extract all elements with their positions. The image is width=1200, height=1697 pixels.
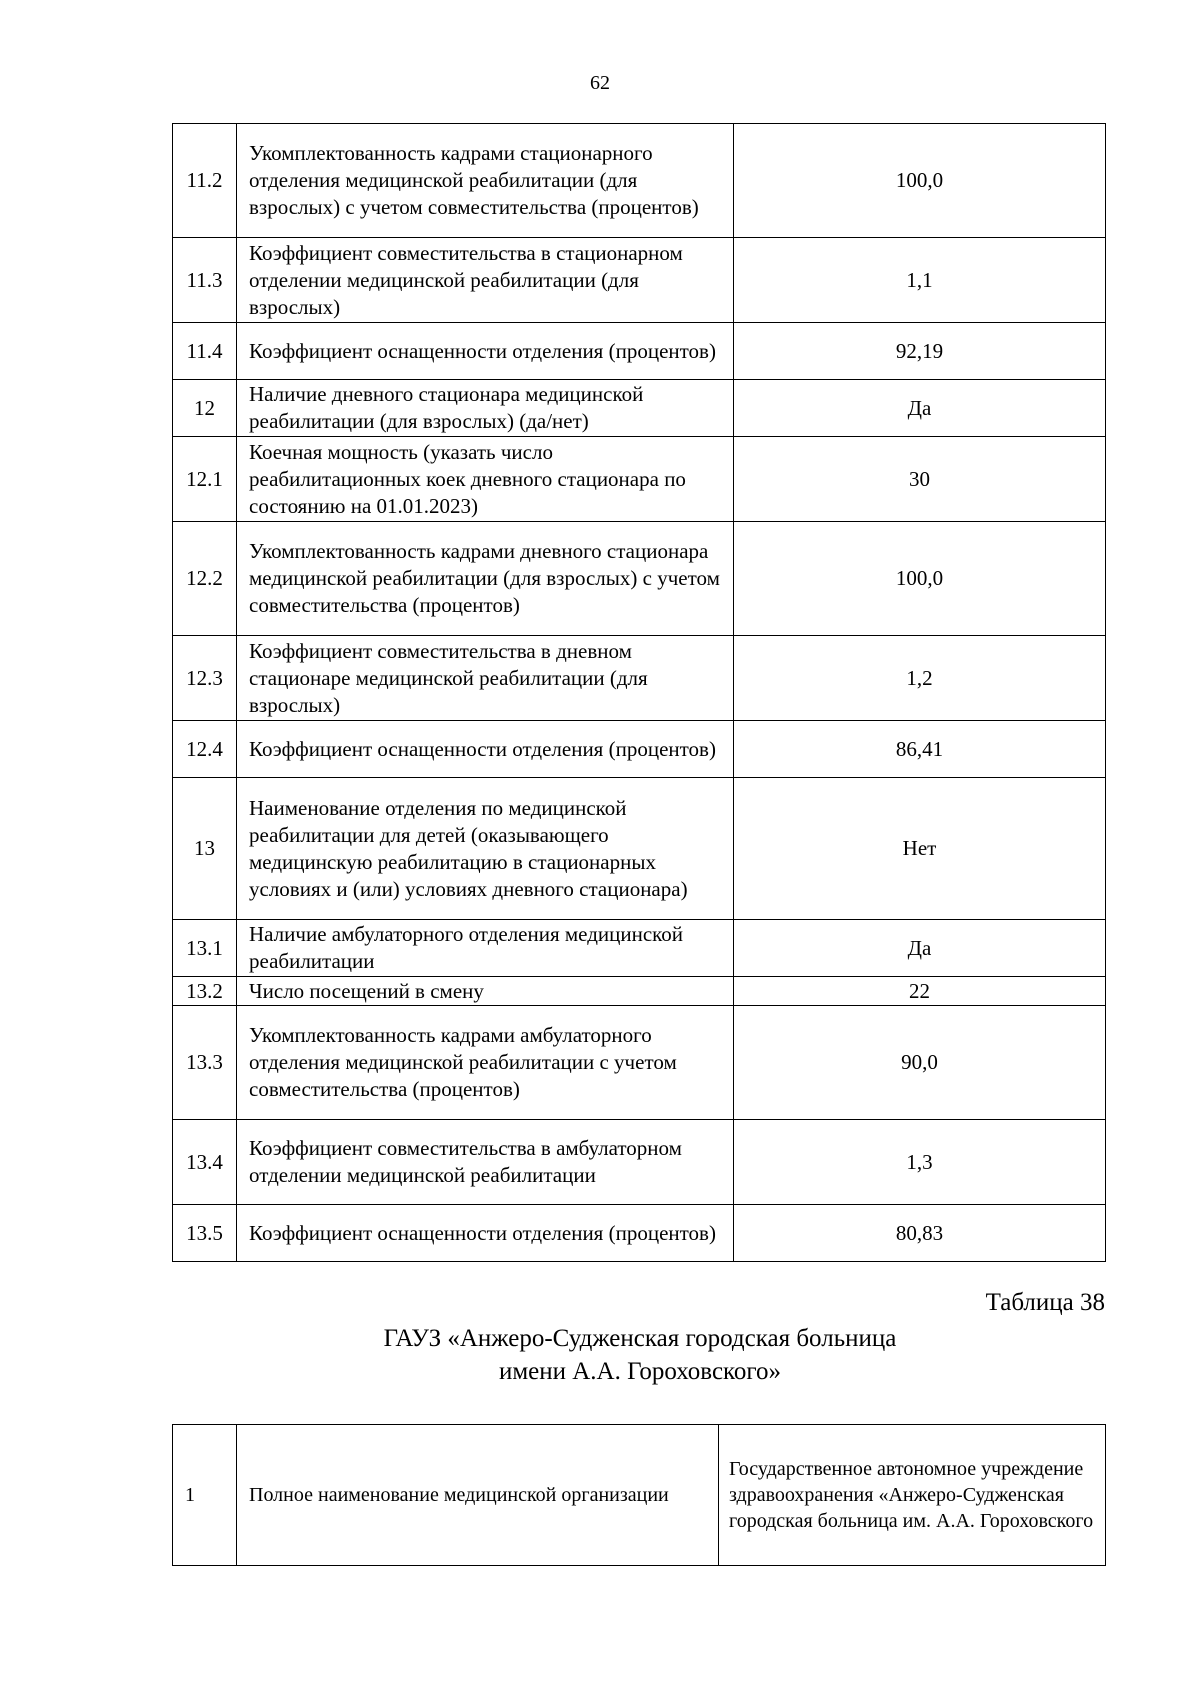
row-number: 11.4 xyxy=(173,323,237,380)
table-row xyxy=(173,920,1106,977)
row-value: Нет xyxy=(734,778,1106,920)
table-row xyxy=(173,1205,1106,1262)
row-value: Да xyxy=(734,920,1106,977)
row-value: Да xyxy=(734,380,1106,437)
row-indicator: Укомплектованность кадрами дневного стационара медицинской реабилитации (для взрослых) с учетом совместительства (процентов) xyxy=(237,522,734,636)
row-number: 13.1 xyxy=(173,920,237,977)
row-number: 13.4 xyxy=(173,1120,237,1205)
table-title-line: ГАУЗ «Анжеро-Судженская городская больница xyxy=(383,1325,897,1352)
row-value: 86,41 xyxy=(734,721,1106,778)
table-row xyxy=(173,437,1106,522)
table-row xyxy=(173,1006,1106,1120)
row-number: 12.4 xyxy=(173,721,237,778)
table-row xyxy=(173,124,1106,238)
table-caption: Таблица 38 xyxy=(985,1289,1105,1316)
rehabilitation-indicators-table xyxy=(172,123,1106,1262)
row-number: 12.1 xyxy=(173,437,237,522)
row-value: 100,0 xyxy=(734,522,1106,636)
row-indicator: Наличие дневного стационара медицинской реабилитации (для взрослых) (да/нет) xyxy=(237,380,734,437)
table-row xyxy=(173,380,1106,437)
table-row xyxy=(173,636,1106,721)
row-number: 13 xyxy=(173,778,237,920)
row-indicator: Коечная мощность (указать число реабилитационных коек дневного стационара по состоянию на 01.01.2023) xyxy=(237,437,734,522)
table-row xyxy=(173,721,1106,778)
row-value: 80,83 xyxy=(734,1205,1106,1262)
table-row xyxy=(173,977,1106,1006)
row-indicator: Укомплектованность кадрами стационарного отделения медицинской реабилитации (для взрослых) с учетом совместительства (процентов) xyxy=(237,124,734,238)
row-indicator: Наименование отделения по медицинской реабилитации для детей (оказывающего медицинскую реабилитацию в стационарных условиях и (или) условиях дневного стационара) xyxy=(237,778,734,920)
row-value: 90,0 xyxy=(734,1006,1106,1120)
row-value: 22 xyxy=(734,977,1106,1006)
row-value: 1,2 xyxy=(734,636,1106,721)
table-row xyxy=(173,1120,1106,1205)
row-number: 12 xyxy=(173,380,237,437)
row-indicator: Коэффициент совместительства в амбулаторном отделении медицинской реабилитации xyxy=(237,1120,734,1205)
row-value: 30 xyxy=(734,437,1106,522)
row-indicator: Коэффициент оснащенности отделения (процентов) xyxy=(237,1205,734,1262)
row-number: 1 xyxy=(173,1425,237,1566)
table-row xyxy=(173,778,1106,920)
row-indicator: Коэффициент оснащенности отделения (процентов) xyxy=(237,721,734,778)
row-indicator: Наличие амбулаторного отделения медицинской реабилитации xyxy=(237,920,734,977)
table-title-line: имени А.А. Гороховского» xyxy=(498,1358,782,1385)
row-number: 11.3 xyxy=(173,238,237,323)
row-value: 92,19 xyxy=(734,323,1106,380)
row-number: 12.3 xyxy=(173,636,237,721)
row-indicator: Коэффициент совместительства в дневном стационаре медицинской реабилитации (для взрослых) xyxy=(237,636,734,721)
row-number: 12.2 xyxy=(173,522,237,636)
row-value: Государственное автономное учреждение здравоохранения «Анжеро-Судженская городская больница им. А.А. Гороховского xyxy=(719,1425,1106,1566)
row-indicator: Число посещений в смену xyxy=(237,977,734,1006)
row-number: 11.2 xyxy=(173,124,237,238)
row-number: 13.3 xyxy=(173,1006,237,1120)
row-value: 1,1 xyxy=(734,238,1106,323)
row-number: 13.5 xyxy=(173,1205,237,1262)
table-title xyxy=(200,1322,1080,1388)
table-row xyxy=(173,238,1106,323)
row-indicator: Укомплектованность кадрами амбулаторного отделения медицинской реабилитации с учетом совместительства (процентов) xyxy=(237,1006,734,1120)
page-number: 62 xyxy=(590,72,610,94)
row-indicator: Коэффициент оснащенности отделения (процентов) xyxy=(237,323,734,380)
row-value: 100,0 xyxy=(734,124,1106,238)
organization-table xyxy=(172,1424,1106,1566)
table-row xyxy=(173,1425,1106,1566)
table-row xyxy=(173,522,1106,636)
row-indicator: Коэффициент совместительства в стационарном отделении медицинской реабилитации (для взрослых) xyxy=(237,238,734,323)
row-indicator: Полное наименование медицинской организации xyxy=(237,1425,719,1566)
table-row xyxy=(173,323,1106,380)
row-number: 13.2 xyxy=(173,977,237,1006)
row-value: 1,3 xyxy=(734,1120,1106,1205)
